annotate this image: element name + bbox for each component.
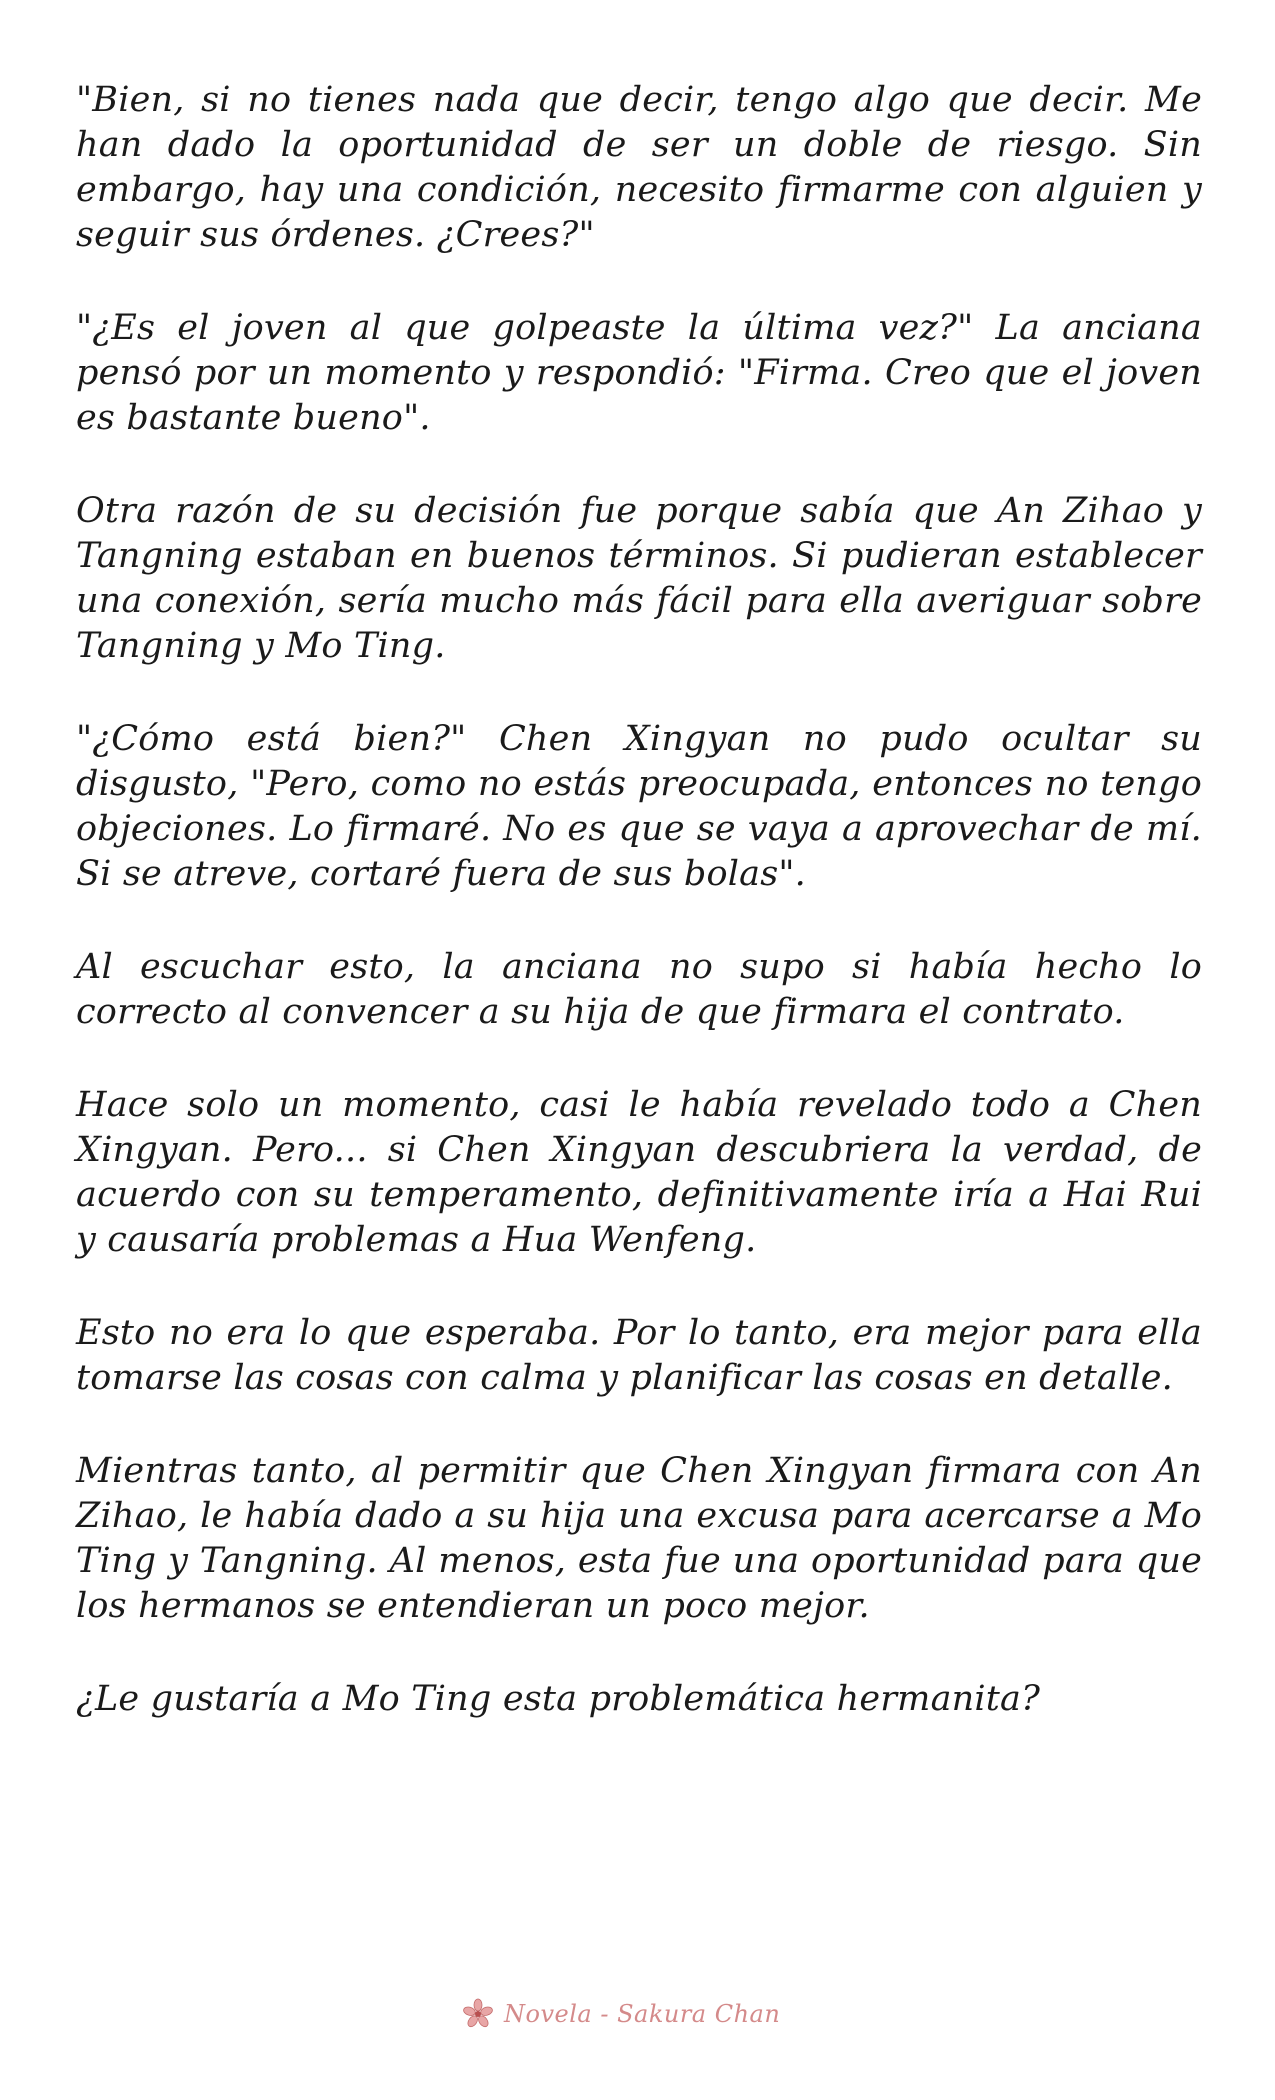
paragraph-5: Al escuchar esto, la anciana no supo si había hecho lo correcto al convencer a su hija de que firmara el contrato. (76, 947, 1202, 1032)
paragraph-1: "Bien, si no tienes nada que decir, tengo algo que decir. Me han dado la oportunidad de ser un doble de riesgo. Sin embargo, hay una condición, necesito firmarme con alguien y seguir sus órdenes. ¿Crees?" (76, 80, 1202, 255)
paragraph-6: Hace solo un momento, casi le había revelado todo a Chen Xingyan. Pero... si Chen Xingyan descubriera la verdad, de acuerdo con su temperamento, definitivamente iría a Hai Rui y causaría problemas a Hua Wenfeng. (76, 1085, 1202, 1260)
document-body (76, 78, 1202, 1770)
paragraph-3: Otra razón de su decisión fue porque sabía que An Zihao y Tangning estaban en buenos términos. Si pudieran establecer una conexión, sería mucho más fácil para ella averiguar sobre Tangning y Mo Ting. (76, 491, 1202, 666)
paragraph-8: Mientras tanto, al permitir que Chen Xingyan firmara con An Zihao, le había dado a su hija una excusa para acercarse a Mo Ting y Tangning. Al menos, esta fue una oportunidad para que los hermanos se entendieran un poco mejor. (76, 1451, 1202, 1626)
watermark-text: Novela - Sakura Chan (504, 2000, 781, 2028)
watermark (460, 1994, 840, 2034)
paragraph-7: Esto no era lo que esperaba. Por lo tanto, era mejor para ella tomarse las cosas con calma y planificar las cosas en detalle. (76, 1313, 1202, 1398)
paragraph-2: "¿Es el joven al que golpeaste la última vez?" La anciana pensó por un momento y respondió: "Firma. Creo que el joven es bastante bueno". (76, 308, 1202, 438)
sakura-flower-icon (460, 1996, 496, 2032)
paragraph-9: ¿Le gustaría a Mo Ting esta problemática hermanita? (76, 1679, 1041, 1719)
paragraph-4: "¿Cómo está bien?" Chen Xingyan no pudo ocultar su disgusto, "Pero, como no estás preocupada, entonces no tengo objeciones. Lo firmaré. No es que se vaya a aprovechar de mí. Si se atreve, cortaré fuera de sus bolas". (76, 719, 1202, 894)
